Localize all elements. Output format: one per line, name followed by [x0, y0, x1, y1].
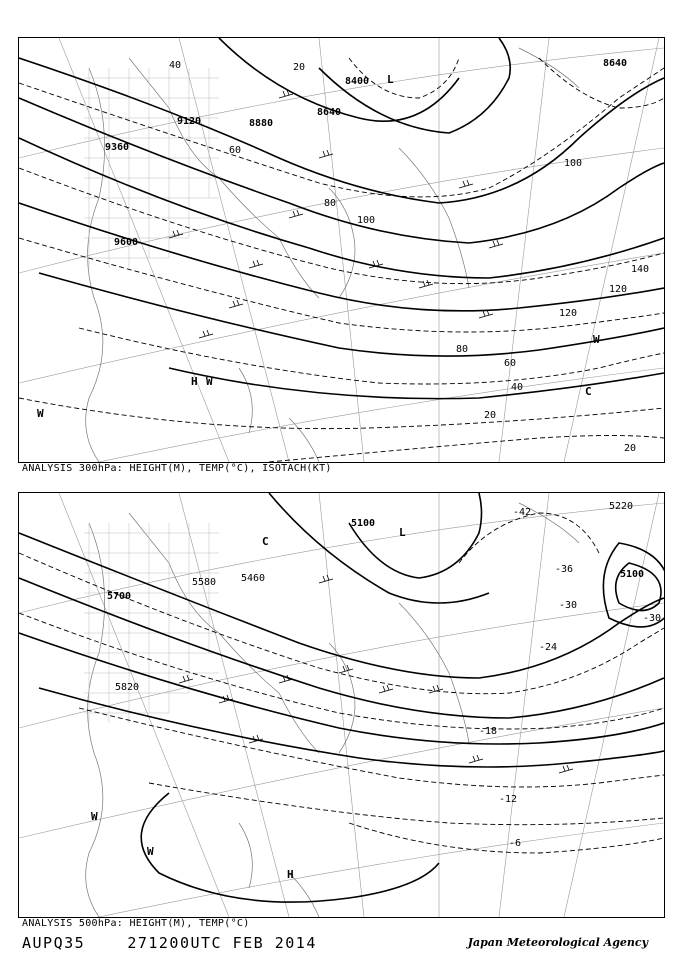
temp-label: -12: [499, 794, 518, 805]
low-center-symbol: L: [387, 73, 394, 86]
hatch-region: [84, 68, 219, 268]
isotach-label: 60: [504, 358, 517, 369]
chart-code: AUPQ35: [22, 934, 86, 952]
chart-datetime: 271200UTC FEB 2014: [127, 934, 317, 952]
height-label: 5580: [192, 577, 217, 588]
caption-500hpa: ANALYSIS 500hPa: HEIGHT(M), TEMP(°C): [22, 918, 250, 929]
isotach-label: 60: [229, 145, 242, 156]
isotach-label: 100: [564, 158, 583, 169]
height-label: 8640: [603, 58, 628, 69]
map-panel-500hpa: [18, 492, 665, 918]
map-500hpa-svg: [19, 493, 664, 917]
isotach-label: 120: [559, 308, 578, 319]
height-label: 5100: [351, 518, 376, 529]
dashed-contours: [19, 58, 664, 462]
temp-label: -42: [513, 507, 532, 518]
height-label: 8640: [317, 107, 342, 118]
low-center-symbol: L: [399, 526, 406, 539]
chart-id-and-time: [22, 934, 317, 952]
high-center-symbol: H: [191, 375, 198, 388]
isotach-label: 20: [624, 443, 637, 454]
warm-center-symbol: W: [37, 407, 44, 420]
isotach-label: 20: [293, 62, 306, 73]
height-label: 8400: [345, 76, 370, 87]
height-label: 5220: [609, 501, 634, 512]
temp-label: -6: [509, 838, 522, 849]
high-center-symbol: H: [287, 868, 294, 881]
temp-label: -30: [559, 600, 578, 611]
warm-center-symbol: W: [206, 375, 213, 388]
map-panel-300hpa: [18, 37, 665, 463]
isotach-label: 40: [169, 60, 182, 71]
cold-center-symbol: C: [262, 535, 269, 548]
isotach-label: 100: [357, 215, 376, 226]
temp-label: -24: [539, 642, 558, 653]
cold-center-symbol: C: [585, 385, 592, 398]
temp-label: -18: [479, 726, 498, 737]
map-300hpa-svg: [19, 38, 664, 462]
graticule: [19, 38, 664, 462]
height-label: 5100: [620, 569, 645, 580]
warm-center-symbol: W: [593, 333, 600, 346]
height-contours: [19, 38, 664, 399]
height-label: 5820: [115, 682, 140, 693]
height-label: 5460: [241, 573, 266, 584]
temp-label: -30: [643, 613, 662, 624]
coastlines: [86, 503, 579, 917]
graticule: [19, 493, 664, 917]
height-label: 9360: [105, 142, 130, 153]
isotach-label: 40: [511, 382, 524, 393]
caption-300hpa: ANALYSIS 300hPa: HEIGHT(M), TEMP(°C), ISOTACH(KT): [22, 463, 332, 474]
temp-label: -36: [555, 564, 574, 575]
isotach-label: 80: [456, 344, 469, 355]
isotach-label: 20: [484, 410, 497, 421]
height-label: 9600: [114, 237, 139, 248]
warm-center-symbol: W: [147, 845, 154, 858]
wind-barbs: [169, 90, 503, 338]
isotach-label: 140: [631, 264, 650, 275]
height-label: 9120: [177, 116, 202, 127]
height-label: 5700: [107, 591, 132, 602]
hatch-region: [84, 523, 219, 723]
isotach-label: 120: [609, 284, 628, 295]
height-contours: [19, 493, 664, 902]
height-label: 8880: [249, 118, 274, 129]
warm-center-symbol: W: [91, 810, 98, 823]
isotach-label: 80: [324, 198, 337, 209]
agency-name: Japan Meteorological Agency: [467, 936, 648, 949]
